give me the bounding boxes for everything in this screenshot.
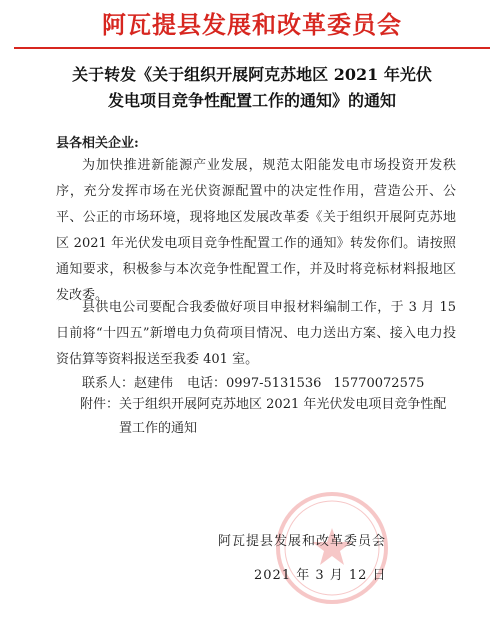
phone-label: 电话： [187, 376, 227, 391]
attachment-label: 附件： [80, 397, 120, 412]
body-paragraph-2: 县供电公司要配合我委做好项目申报材料编制工作，于 3 月 15 日前将“十四五”新增电力负荷项目情况、电力送出方案、接入电力投资估算等资料报送至我委 401 室。 [56, 300, 456, 367]
contact-person: 联系人：赵建伟 [82, 376, 174, 391]
masthead-org-name: 阿瓦提县发展和改革委员会 [102, 10, 402, 39]
issuing-organization: 阿瓦提县发展和改革委员会 [218, 534, 387, 549]
phone-number-2: 15770072575 [333, 376, 425, 391]
document-title [30, 62, 474, 114]
issue-date: 2021 年 3 月 12 日 [254, 568, 387, 583]
masthead-red-rule [14, 47, 490, 49]
document-title-line-2: 发电项目竞争性配置工作的通知》的通知 [107, 91, 396, 110]
attachment-title: 关于组织开展阿克苏地区 2021 年光伏发电项目竞争性配置工作的通知 [119, 397, 447, 436]
phone-number-1: 0997-5131536 [226, 376, 322, 391]
document-title-line-1: 关于转发《关于组织开展阿克苏地区 2021 年光伏 [72, 65, 432, 84]
salutation: 县各相关企业: [56, 136, 139, 151]
contact-line [82, 373, 424, 395]
attachment-block [80, 393, 458, 441]
body-paragraph-1: 为加快推进新能源产业发展，规范太阳能发电市场投资开发秩序，充分发挥市场在光伏资源配置中的决定性作用，营造公开、公平、公正的市场环境，现将地区发展改革委《关于组织开展阿克苏地区 2021 年光伏发电项目竞争性配置工作的通知》转发你们。请按照通知要求，积极参与本次竞争性配置工作，并及时将竞标材料报地区发改委。 [56, 158, 456, 303]
